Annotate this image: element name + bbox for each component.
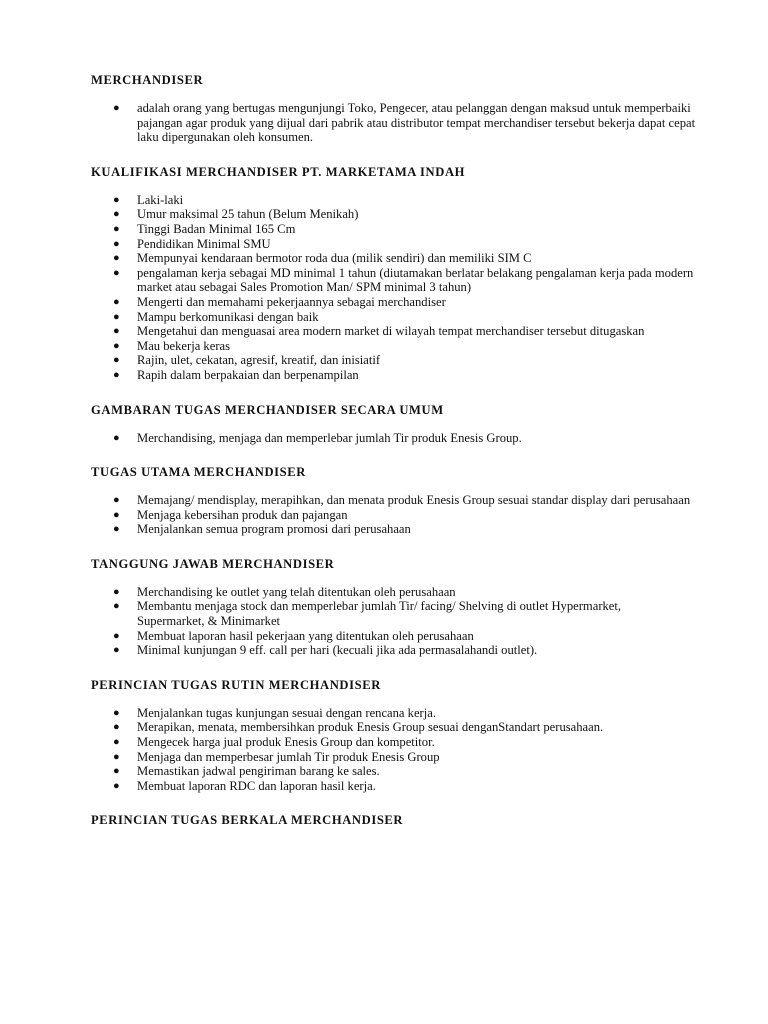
bullet-icon: ●: [113, 644, 120, 657]
section-list-tugas-utama: [91, 493, 697, 537]
list-item: ● Mampu berkomunikasi dengan baik: [113, 309, 319, 324]
bullet-icon: ●: [113, 325, 120, 338]
bullet-icon: ●: [113, 523, 120, 536]
list-item: ● Menjaga dan memperbesar jumlah Tir produk Enesis Group: [113, 749, 440, 764]
section-heading-tanggung-jawab: TANGGUNG JAWAB MERCHANDISER: [91, 556, 335, 571]
bullet-icon: ●: [113, 600, 120, 613]
bullet-icon: ●: [113, 252, 120, 265]
list-item: ● Membantu menjaga stock dan memperlebar jumlah Tir/ facing/ Shelving di outlet Hypermarket, Supermarket, & Minimarket: [113, 599, 622, 629]
bullet-icon: ●: [113, 295, 120, 308]
list-item: ● Mengecek harga jual produk Enesis Group dan kompetitor.: [113, 735, 435, 750]
list-item: ● adalah orang yang bertugas mengunjungi Toko, Pengecer, atau pelanggan dengan maksud untuk memperbaiki pajangan agar produk yang dijual dari pabrik atau distributor tempat merchandiser tersebut bekerja dapat cepat laku dipergunakan oleh konsumen.: [113, 101, 696, 145]
list-item: ● Tinggi Badan Minimal 165 Cm: [113, 221, 296, 236]
list-item: ● Pendidikan Minimal SMU: [113, 236, 271, 251]
section-list-gambaran-tugas: [91, 431, 717, 446]
section-heading-tugas-utama: TUGAS UTAMA MERCHANDISER: [91, 465, 306, 480]
list-item: ● Memajang/ mendisplay, merapihkan, dan menata produk Enesis Group sesuai standar display dari perusahaan: [113, 493, 691, 508]
bullet-icon: ●: [113, 736, 120, 749]
section-list-kualifikasi: [91, 193, 717, 383]
bullet-icon: ●: [113, 779, 120, 792]
list-item: ● Mempunyai kendaraan bermotor roda dua (milik sendiri) dan memiliki SIM C: [113, 251, 532, 266]
list-item: ● Rajin, ulet, cekatan, agresif, kreatif, dan inisiatif: [113, 353, 381, 368]
list-item: ● Membuat laporan RDC dan laporan hasil kerja.: [113, 778, 376, 793]
bullet-icon: ●: [113, 431, 120, 444]
section-list-tanggung-jawab: [91, 585, 677, 658]
list-item: ● Menjalankan semua program promosi dari perusahaan: [113, 522, 411, 537]
bullet-icon: ●: [113, 339, 120, 352]
bullet-icon: ●: [113, 266, 120, 279]
section-heading-gambaran-tugas: GAMBARAN TUGAS MERCHANDISER SECARA UMUM: [91, 402, 444, 417]
bullet-icon: ●: [113, 585, 120, 598]
bullet-icon: ●: [113, 102, 120, 114]
bullet-icon: ●: [113, 721, 120, 734]
list-item: ● Merapikan, menata, membersihkan produk Enesis Group sesuai denganStandart perusahaan.: [113, 720, 604, 735]
list-item: ● Mau bekerja keras: [113, 338, 231, 353]
bullet-icon: ●: [113, 193, 120, 206]
list-item: ● Mengetahui dan menguasai area modern market di wilayah tempat merchandiser tersebut ditugaskan: [113, 324, 645, 339]
bullet-icon: ●: [113, 629, 120, 642]
bullet-icon: ●: [113, 208, 120, 221]
bullet-icon: ●: [113, 222, 120, 235]
list-item: ● Laki-laki: [113, 192, 184, 207]
list-item: ● Merchandising, menjaga dan memperlebar jumlah Tir produk Enesis Group.: [113, 430, 522, 445]
section-list-merchandiser: [91, 101, 707, 145]
list-item: ● Menjalankan tugas kunjungan sesuai dengan rencana kerja.: [113, 705, 436, 720]
bullet-icon: ●: [113, 310, 120, 323]
section-heading-tugas-rutin: PERINCIAN TUGAS RUTIN MERCHANDISER: [91, 677, 381, 692]
bullet-icon: ●: [113, 765, 120, 778]
section-heading-tugas-berkala: PERINCIAN TUGAS BERKALA MERCHANDISER: [91, 813, 404, 828]
list-item: ● pengalaman kerja sebagai MD minimal 1 tahun (diutamakan berlatar belakang pengalaman kerja pada modern market atau sebagai Sales Promotion Man/ SPM minimal 3 tahun): [113, 265, 694, 295]
list-item: ● Rapih dalam berpakaian dan berpenampilan: [113, 367, 359, 382]
bullet-icon: ●: [113, 368, 120, 381]
section-list-tugas-rutin: [91, 706, 677, 794]
list-item: ● Menjaga kebersihan produk dan pajangan: [113, 507, 348, 522]
bullet-icon: ●: [113, 508, 120, 521]
list-item: ● Mengerti dan memahami pekerjaannya sebagai merchandiser: [113, 294, 446, 309]
list-item: ● Minimal kunjungan 9 eff. call per hari (kecuali jika ada permasalahandi outlet).: [113, 643, 538, 658]
bullet-icon: ●: [113, 750, 120, 763]
bullet-icon: ●: [113, 706, 120, 719]
list-item: ● Merchandising ke outlet yang telah ditentukan oleh perusahaan: [113, 584, 456, 599]
bullet-icon: ●: [113, 494, 120, 507]
bullet-icon: ●: [113, 354, 120, 367]
list-item: ● Membuat laporan hasil pekerjaan yang ditentukan oleh perusahaan: [113, 628, 474, 643]
list-item: ● Memastikan jadwal pengiriman barang ke sales.: [113, 764, 380, 779]
list-item: ● Umur maksimal 25 tahun (Belum Menikah): [113, 207, 359, 222]
bullet-icon: ●: [113, 237, 120, 250]
section-heading-kualifikasi: KUALIFIKASI MERCHANDISER PT. MARKETAMA INDAH: [91, 164, 466, 179]
section-heading-merchandiser: MERCHANDISER: [91, 73, 204, 87]
